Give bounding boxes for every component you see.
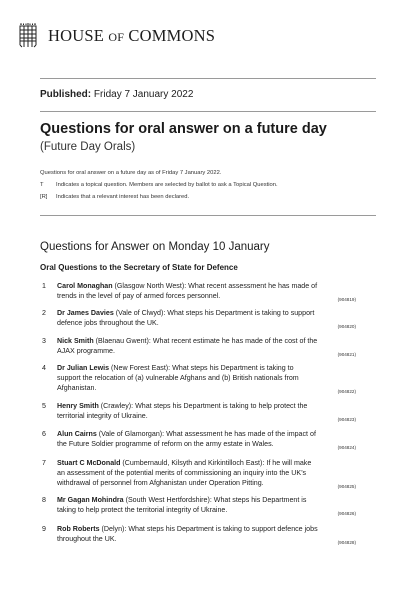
question-item (40, 429, 356, 449)
question-text: territorial integrity of Ukraine. (57, 412, 148, 421)
question-constituency: (New Forest East): (109, 364, 173, 372)
question-ref: (904820) (337, 324, 356, 329)
question-number: 8 (42, 496, 46, 504)
question-ref: (904823) (337, 417, 356, 422)
page-subtitle: (Future Day Orals) (40, 141, 136, 153)
question-number: 4 (42, 364, 46, 372)
question-text: defence jobs throughout the UK. (57, 319, 159, 328)
question-text: support the relocation of (a) vulnerable Afghans and (b) British nationals from (57, 374, 299, 383)
question-ref: (904828) (337, 540, 356, 545)
divider-intro (40, 215, 376, 216)
question-constituency: (Vale of Clwyd): (113, 309, 168, 317)
question-item (40, 336, 356, 356)
brand-end: COMMONS (128, 26, 216, 45)
question-text: AJAX programme. (57, 347, 115, 356)
question-text: Afghanistan. (57, 384, 97, 393)
question-constituency: (Vale of Glamorgan): (96, 430, 167, 438)
question-number: 2 (42, 309, 46, 317)
question-constituency: (Crawley): (98, 402, 136, 410)
intro-block (40, 170, 278, 206)
question-ref: (904821) (337, 352, 356, 357)
question-number: 5 (42, 402, 46, 410)
question-number: 9 (42, 525, 46, 533)
question-text: What steps his Department is (213, 496, 307, 504)
question-constituency: (Blaenau Gwent): (93, 337, 153, 345)
published-line (40, 89, 193, 100)
question-text: What steps his Department is taking to support (167, 309, 315, 317)
interest-key: [R] (40, 194, 48, 200)
question-item (40, 401, 356, 421)
question-text: taking to help protect the territorial integrity of Ukraine. (57, 506, 228, 515)
question-text: What recent assessment he has made of (188, 282, 318, 290)
question-text: What steps his Department is taking to (172, 364, 294, 372)
intro-text: Questions for oral answer on a future day as of Friday 7 January 2022. (40, 170, 222, 176)
question-item (40, 495, 356, 515)
question-member: Mr Gagan Mohindra (57, 496, 124, 504)
question-constituency: (Delyn): (99, 525, 129, 533)
topical-key-text: Indicates a topical question. Members are selected by ballot to ask a Topical Question. (56, 182, 278, 188)
question-member: Carol Monaghan (57, 282, 113, 290)
question-text: throughout the UK. (57, 535, 117, 544)
question-ref: (904825) (337, 484, 356, 489)
section-heading: Questions for Answer on Monday 10 January (40, 241, 270, 253)
question-ref: (904819) (337, 297, 356, 302)
masthead (18, 23, 215, 49)
question-member: Dr James Davies (57, 309, 114, 317)
question-text: What steps his Department is taking to support defence jobs (128, 525, 318, 533)
question-text: What recent estimate he has made of the cost of the (152, 337, 318, 345)
page-title: Questions for oral answer on a future day (40, 121, 327, 137)
question-item (40, 363, 356, 394)
question-number: 7 (42, 459, 46, 467)
portcullis-icon (18, 23, 38, 49)
question-item (40, 524, 356, 544)
house-of-commons-title (48, 26, 215, 46)
question-member: Dr Julian Lewis (57, 364, 110, 372)
interest-key-text: Indicates that a relevant interest has been declared. (56, 194, 190, 200)
divider-top (40, 78, 376, 79)
question-number: 1 (42, 282, 46, 290)
question-text: If he will make (266, 459, 312, 467)
department-heading: Oral Questions to the Secretary of State for Defence (40, 263, 238, 272)
question-text: withdrawal of personnel from Afghanistan under Operation Pitting. (57, 479, 264, 488)
question-member: Alun Cairns (57, 430, 97, 438)
brand-of: OF (108, 30, 125, 44)
question-number: 3 (42, 337, 46, 345)
question-item (40, 308, 356, 328)
question-member: Henry Smith (57, 402, 99, 410)
question-ref: (904826) (337, 511, 356, 516)
question-text: What steps his Department is taking to help protect the (135, 402, 308, 410)
question-ref: (904824) (337, 445, 356, 450)
question-ref: (904822) (337, 389, 356, 394)
question-text: an assessment of the potential merits of commissioning an inquiry into the UK’s (57, 469, 307, 478)
divider-published (40, 111, 376, 112)
question-item (40, 281, 356, 301)
question-member: Nick Smith (57, 337, 94, 345)
topical-key: T (40, 182, 44, 188)
published-label: Published: (40, 89, 92, 100)
question-member: Stuart C McDonald (57, 459, 121, 467)
question-text: What assessment he has made of the impact of (166, 430, 316, 438)
brand-main: HOUSE (48, 26, 105, 45)
question-item (40, 458, 356, 489)
question-constituency: (Glasgow North West): (112, 282, 189, 290)
question-constituency: (South West Hertfordshire): (123, 496, 214, 504)
question-member: Rob Roberts (57, 525, 100, 533)
published-date: Friday 7 January 2022 (93, 89, 194, 100)
question-constituency: (Cumbernauld, Kilsyth and Kirkintilloch East): (120, 459, 267, 467)
question-text: the Future Soldier programme of reform on the army estate in Wales. (57, 440, 274, 449)
question-number: 6 (42, 430, 46, 438)
question-text: trends in the level of pay of armed forces personnel. (57, 292, 221, 301)
